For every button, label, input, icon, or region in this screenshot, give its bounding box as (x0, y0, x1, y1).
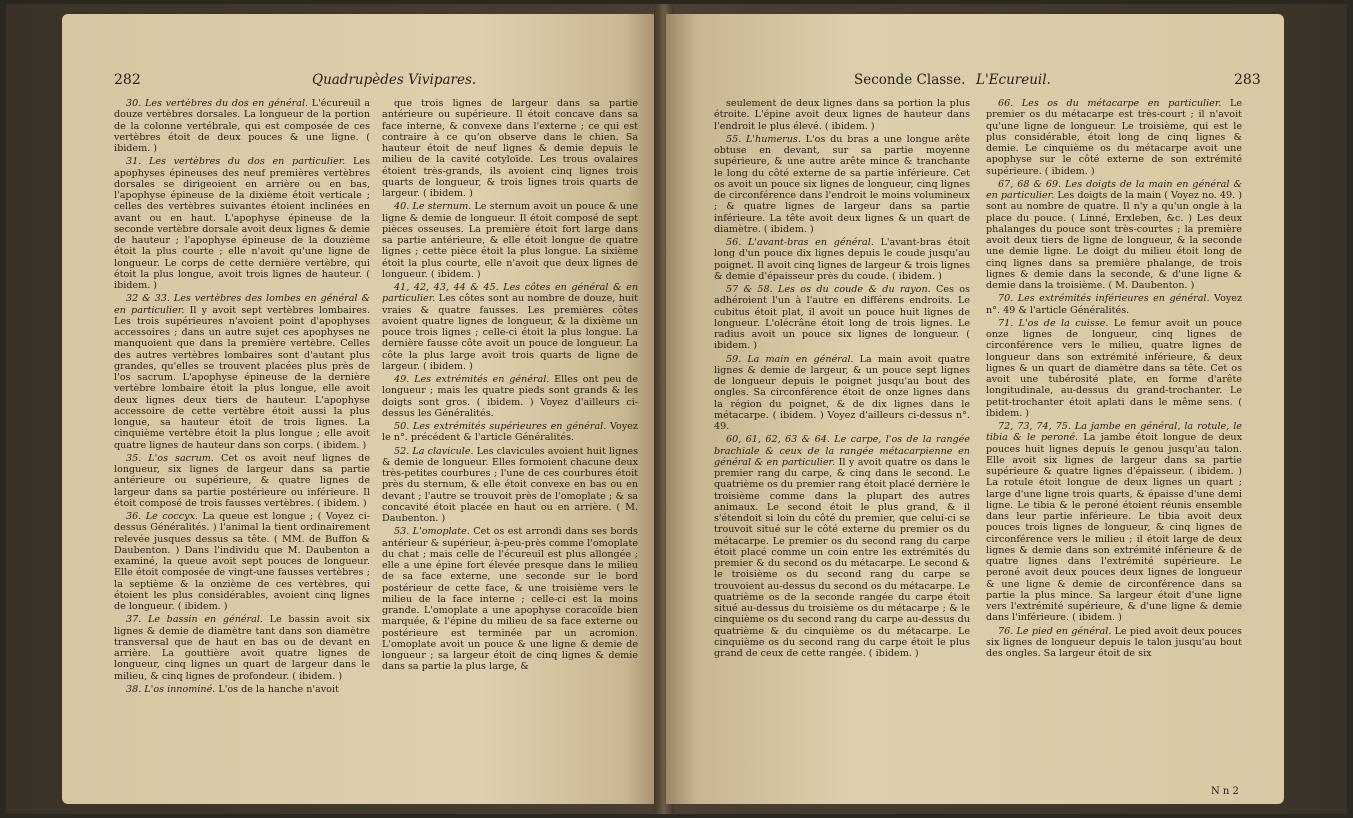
paragraph (986, 626, 1242, 660)
paragraph (986, 293, 1242, 316)
paragraph (714, 284, 970, 352)
section-heading: 41, 42, 43, 44 & 45. Les côtes en général & en particulier. (382, 282, 638, 305)
paragraph (114, 293, 370, 451)
paragraph (986, 421, 1242, 624)
paragraph-text: Le premier os du métacarpe est très-court ; il n'avoit qu'une ligne de longueur. Le troisième, qui est le plus considérable, étoit long de cinq lignes & demie. Le cinquième os du métacarpe avoit une apophyse sur le côté externe de son extrémité supérieure. ( ibidem. ) (986, 98, 1242, 177)
text-column (382, 98, 638, 788)
paragraph (382, 98, 638, 199)
section-heading: 38. L'os innominé. (126, 683, 216, 695)
paragraph-text: La queue est longue ; ( Voyez ci-dessus Généralités. ) l'animal la tient ordinairement relevée jusques dessus sa tête. ( MM. de Buffon & Daubenton. ) Dans l'individu que M. Daubenton a examiné, la queue avoit sept pouces de longueur. Elle étoit composée de vingt-une fausses vertèbres ; la septième & la onzième de ces vertèbres, qui étoient les plus considérables, avoient cinq lignes de longueur. ( ibidem. ) (114, 511, 370, 612)
paragraph-text: Les clavicules avoient huit lignes & demie de longueur. Elles formoient chacune deux très-petites courbures ; l'une de ces courbures étoit près du sternum, & elle étoit convexe en bas ou en devant ; l'autre se trouvoit près de l'omoplate ; & sa concavité étoit placée en haut ou en arrière. ( M. Daubenton. ) (382, 445, 638, 524)
paragraph (382, 282, 638, 372)
paragraph-text: seulement de deux lignes dans sa portion la plus étroite. L'épine avoit deux lignes de hauteur dans l'endroit le plus élevé. ( ibidem. ) (714, 98, 970, 132)
paragraph-text: Ces os adhéroient l'un à l'autre en différens endroits. Le cubitus étoit plat, il avoit un pouce huit lignes de longueur. L'olécrâne étoit long de trois lignes. Le radius avoit un pouce six lignes de longueur. ( ibidem. ) (714, 284, 970, 352)
paragraph (986, 98, 1242, 177)
section-heading: 35. L'os sacrum. (126, 452, 214, 464)
section-heading: 57 & 58. Les os du coude & du rayon. (726, 284, 931, 295)
left-page (62, 14, 662, 804)
paragraph (382, 201, 638, 280)
section-heading: 55. L'humerus. (726, 133, 801, 145)
section-heading: 40. Le sternum. (394, 201, 472, 213)
section-heading: 72, 73, 74, 75. La jambe en général, la rotule, le tibia & le peroné. (986, 421, 1242, 444)
paragraph-text: Le pied avoit deux pouces six lignes de longueur depuis le talon jusqu'au bout des ongles. Sa largeur étoit de six (986, 625, 1242, 659)
paragraph-text: Les côtes sont au nombre de douze, huit vraies & quatre fausses. Les premières côtes avoient quatre lignes de longueur, & la dixième un pouce trois lignes ; celle-ci étoit la plus longue. La dernière fausse côte avoit un pouce de longueur. La côte la plus large avoit trois quarts de ligne de largeur. ( ibidem. ) (382, 293, 638, 372)
paragraph (714, 237, 970, 282)
paragraph-text: Cet os avoit neuf lignes de longueur, six lignes de largeur dans sa partie antérieure ou supérieure, & quatre lignes de largeur dans sa partie postérieure ou inférieure. Il étoit composé de trois fausses vertèbres. ( ibidem. ) (114, 452, 370, 509)
paragraph-text: Les apophyses épineuses des neuf premières vertèbres dorsales se dirigeoient en arrière ou en bas, l'apophyse épineuse de la dixième étoit verticale ; celles des vertèbres suivantes étoient inclinées en avant ou en haut. L'apophyse épineuse de la seconde vertèbre dorsale avoit deux lignes & demie de hauteur ; l'apophyse épineuse de la douzième étoit la plus courte ; elle n'avoit qu'une ligne de longueur. Le corps de cette dernière vertèbre, qui étoit la plus longue, avoit trois lignes de hauteur. ( ibidem. ) (114, 156, 370, 291)
paragraph-text: L'os du bras a une longue arête obtuse en devant, sur sa partie moyenne supérieure, & une autre arête mince & tranchante le long du côté externe de sa partie inférieure. Cet os avoit un pouce six lignes de longueur, cinq lignes de circonférence dans l'endroit le moins volumineux ; & quatre lignes de largeur dans sa partie inférieure. La tête avoit deux lignes & un quart de diamètre. ( ibidem. ) (714, 133, 970, 235)
paragraph (114, 453, 370, 509)
paragraph-text: Les doigts de la main ( Voyez no. 49. ) sont au nombre de quatre. Il n'y a qu'un ongle à la place du pouce. ( Linné, Erxleben, &c. ) Les deux phalanges du pouce sont très-courtes ; la première avoit deux tiers de ligne de longueur, & la seconde une demie ligne. Le doigt du milieu étoit long de cinq lignes dans sa première phalange, de trois lignes & demie dans la seconde, & d'une ligne & demie dans la troisième. ( M. Daubenton. ) (986, 190, 1242, 291)
section-heading: 50. Les extrémités supérieures en général. (394, 421, 607, 432)
paragraph (986, 179, 1242, 292)
section-heading: 52. La clavicule. (394, 445, 474, 457)
section-heading: 56. L'avant-bras en général. (726, 237, 874, 248)
section-heading: 32 & 33. Les vertèbres des lombes en général & en particulier. (114, 293, 370, 316)
section-heading: 49. Les extrémités en général. (394, 374, 550, 385)
running-head: Quadrupèdes Vivipares. (312, 72, 477, 88)
section-heading: 31. Les vertèbres du dos en particulier. (126, 156, 346, 168)
section-heading: 70. Les extrémités inférieures en général. (998, 293, 1210, 305)
text-column (986, 98, 1242, 788)
paragraph-text: Le bassin avoit six lignes & demie de diamètre tant dans son diamètre transversal que de haut en bas ou de devant en arrière. La gouttière avoit quatre lignes de longueur, cinq lignes un quart de largeur dans le milieu, & cinq lignes de profondeur. ( ibidem. ) (114, 614, 370, 682)
section-heading: 53. L'omoplate. (394, 526, 470, 538)
paragraph (382, 374, 638, 419)
page-number: 283 (1234, 72, 1261, 88)
paragraph (714, 434, 970, 659)
paragraph (382, 446, 638, 525)
paragraph (382, 421, 638, 444)
paragraph-text: Voyez n°. 49 & l'article Généralités. (986, 293, 1242, 316)
paragraph-text: La jambe étoit longue de deux pouces huit lignes depuis le genou jusqu'au talon. Elle avoit six lignes de largeur dans sa partie supérieure & quatre lignes d'épaisseur. ( ibidem. ) La rotule étoit longue de deux lignes un quart ; large d'une ligne trois quarts, & épaisse d'une demi ligne. Le tibia & le peroné étoient réunis ensemble dans leur partie inférieure. Le tibia avoit deux pouces trois lignes de longueur, & cinq lignes de circonférence vers le milieu ; il étoit large de deux lignes & demie dans son extrémité inférieure & de quatre lignes dans l'extrémité supérieure. Le peroné avoit deux pouces deux lignes de longueur & une ligne & demie de circonférence dans sa partie la plus mince. Sa largeur étoit d'une ligne vers l'extrémité supérieure, & d'une ligne & demie dans l'inférieure. ( ibidem. ) (986, 432, 1242, 624)
paragraph (714, 98, 970, 132)
section-heading: 76. Le pied en général. (998, 625, 1112, 637)
text-column (114, 98, 370, 788)
section-heading: 36. Le coccyx. (126, 511, 199, 522)
paragraph-text: Cet os est arrondi dans ses bords antérieur & supérieur, à-peu-près comme l'omoplate du chat ; mais celle de l'écureuil est plus allongée ; elle a une épine fort élevée presque dans le milieu de sa face externe, une seconde sur le bord postérieur de cette face, & une troisième vers le milieu de la face interne ; celle-ci est la moins grande. L'omoplate a une apophyse coracoïde bien marquée, & l'épine du milieu de sa face externe ou postérieure est terminée par un acromion. L'omoplate avoit un pouce & une ligne & demie de longueur ; sa largeur étoit de cinq lignes & demie dans sa partie la plus large, & (382, 526, 638, 673)
section-heading: 59. La main en général. (726, 353, 854, 365)
paragraph (114, 614, 370, 682)
paragraph-text: Le femur avoit un pouce onze lignes de longueur, cinq lignes de circonférence vers le milieu, quatre lignes de longueur dans son extrémité inférieure, & deux lignes & un quart de diamètre dans sa tête. Cet os avoit une tubérosité plate, en forme d'arête longitudinale, au-dessus du grand-trochanter. Le petit-trochanter étoit aplati dans le même sens. ( ibidem. ) (986, 317, 1242, 419)
paragraph-text: L'avant-bras étoit long d'un pouce dix lignes depuis le coude jusqu'au poignet. Il avoit cinq lignes de largeur & trois lignes & demie d'épaisseur près du coude. ( ibidem. ) (714, 237, 970, 282)
paragraph-text: Elles ont peu de longueur ; mais les quatre pieds sont grands & les doigts sont gros. ( ibidem. ) Voyez d'ailleurs ci-dessus les Généralités. (382, 374, 638, 419)
running-head-class: Seconde Classe. (854, 72, 966, 88)
section-heading: 37. Le bassin en général. (126, 614, 263, 626)
section-heading: 66. Les os du métacarpe en particulier. (998, 98, 1222, 109)
paragraph-text: Voyez le n°. précédent & l'article Généralités. (382, 421, 638, 444)
section-heading: 71. L'os de la cuisse. (998, 317, 1109, 329)
section-heading: 60, 61, 62, 63 & 64. Le carpe, l'os de la rangée brachiale & ceux de la rangée métacarpienne en général & en particulier. (714, 434, 970, 468)
paragraph-text: L'écureuil a douze vertèbres dorsales. La longueur de la portion de la colonne vertébrale, qui est composée de ces vertèbres étoit de deux pouces & une ligne. ( ibidem. ) (114, 98, 370, 154)
paragraph-text: L'os de la hanche n'avoit (215, 683, 339, 695)
paragraph (714, 134, 970, 235)
paragraph-text: Il y avoit sept vertèbres lombaires. Les trois supérieures n'avoient point d'apophyses accessoires ; dans un autre sujet ces apophyses ne manquoient que dans la première vertèbre. Celles des autres vertèbres lombaires sont d'autant plus grandes, qu'elles se trouvent placées plus près de l'os sacrum. L'apophyse épineuse de la dernière vertèbre lombaire étoit la plus longue, elle avoit deux lignes deux tiers de hauteur. L'apophyse accessoire de cette vertèbre étoit aussi la plus longue, sa hauteur étoit de trois lignes. La cinquième vertèbre étoit la plus longue ; elle avoit quatre lignes de hauteur dans son corps. ( ibidem. ) (114, 304, 370, 451)
catchword: N n 2 (1211, 786, 1239, 797)
text-column (714, 98, 970, 788)
paragraph-text: que trois lignes de largeur dans sa partie antérieure ou supérieure. Il étoit concave dans sa face interne, & convexe dans l'externe ; ce qui est contraire à ce qu'on observe dans le chien. Sa hauteur étoit de neuf lignes & demie depuis le milieu de la cavité cotyloïde. Les trous ovalaires étoient très-grands, ils avoient cinq lignes trois quarts de longueur, & trois lignes trois quarts de largeur. ( ibidem. ) (382, 98, 638, 199)
right-page (666, 14, 1284, 804)
page-number: 282 (114, 72, 141, 88)
paragraph-text: Il y avoit quatre os dans le premier rang du carpe, & cinq dans le second. Le quatrième os du premier rang étoit placé derrière le troisième comme dans la plupart des autres animaux. Le second étoit le plus grand, & il s'étendoit si loin du côté du premier, que celui-ci se trouvoit situé sur le côté externe du premier os du métacarpe. Le premier os du second rang du carpe étoit placé comme un coin entre les extrémités du premier & du second os du métacarpe. Le second & le troisième os du second rang du carpe se trouvoient au-dessus du second os du métacarpe. Le quatrième os de la seconde rangée du carpe étoit situé au-dessus du troisième os du métacarpe ; & le cinquième os du second rang du carpe au-dessus du quatrième & du cinquième os du métacarpe. Le cinquième os du second rang du carpe étoit le plus grand de ceux de cette rangée. ( ibidem. ) (714, 456, 970, 659)
paragraph (114, 156, 370, 291)
paragraph (714, 354, 970, 433)
paragraph-text: La main avoit quatre lignes & demie de largeur, & un pouce sept lignes de longueur depuis le poignet jusqu'au bout des ongles. Sa circonférence étoit de onze lignes dans la région du poignet, & de dix lignes dans le métacarpe. ( ibidem. ) Voyez d'ailleurs ci-dessus n°. 49. (714, 353, 970, 432)
paragraph (986, 318, 1242, 419)
paragraph (114, 684, 370, 695)
paragraph (114, 98, 370, 154)
running-head-title: L'Ecureuil. (976, 72, 1051, 88)
paragraph (382, 526, 638, 672)
open-book (6, 4, 1347, 814)
paragraph (114, 511, 370, 612)
section-heading: 30. Les vertèbres du dos en général. (126, 98, 309, 109)
section-heading: 67, 68 & 69. Les doigts de la main en général & en particulier. (986, 178, 1242, 201)
paragraph-text: Le sternum avoit un pouce & une ligne & demie de longueur. Il étoit composé de sept pièces osseuses. La première étoit fort large dans sa partie antérieure, & elle étoit longue de quatre lignes ; cette pièce étoit la plus longue. La sixième étoit la plus courte, elle n'avoit que deux lignes de longueur. ( ibidem. ) (382, 201, 638, 280)
